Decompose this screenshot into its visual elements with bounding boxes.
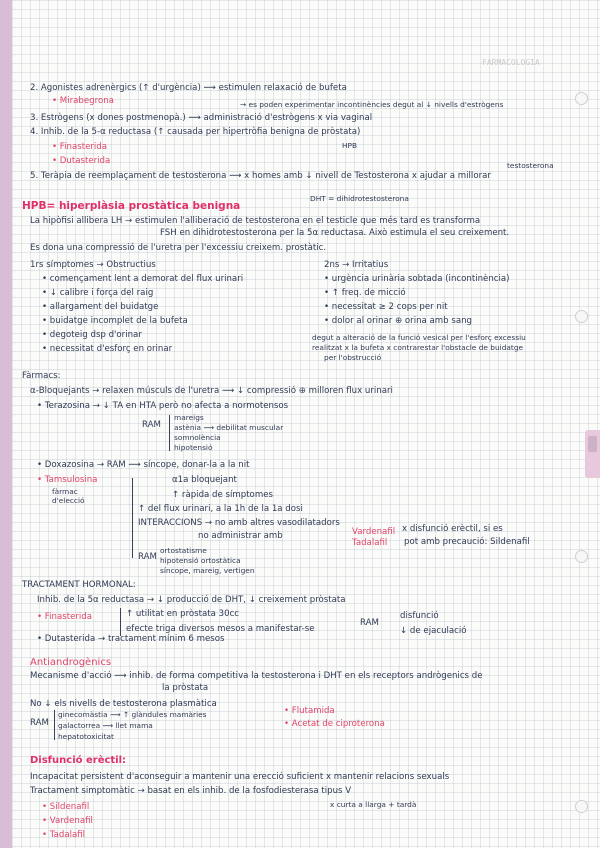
drug-name: • Mirabegrona [52, 96, 114, 106]
list-item: • necessitat ≥ 2 cops per nit [324, 302, 448, 312]
note-line: Incapacitat persistent d'aconseguir a mantenir una erecció suficient x mantenir relacions sexuals [30, 772, 450, 782]
list-item: • buidatge incomplet de la bufeta [42, 316, 188, 326]
drug-name: • Acetat de ciproterona [284, 719, 385, 729]
drug-name: • Dutasterida [52, 156, 111, 166]
brace [132, 478, 133, 558]
drug-note: d'elecció [52, 496, 85, 505]
drug-note: ↑ ràpida de símptomes [172, 490, 273, 500]
drug-entry: • Terazosina → ↓ TA en HTA però no afecta a normotensos [37, 401, 289, 411]
drug-entry: • Doxazosina → RAM ⟿ síncope, donar-la a la nit [37, 460, 250, 470]
ram-label: RAM [30, 718, 49, 728]
drug-note: efecte triga diversos mesos a manifestar-se [126, 624, 315, 634]
note-line: per l'obstrucció [324, 353, 382, 362]
drug-name: • Vardenafil [42, 816, 93, 826]
note-abbrev: HPB [342, 141, 358, 150]
ram-label: RAM [138, 552, 157, 562]
drug-note: ↑ utilitat en pròstata 30cc [126, 609, 240, 619]
drug-note: α1a bloquejant [172, 475, 237, 485]
brace [169, 415, 170, 451]
page-header-label: FARMACOLOGIA [482, 58, 540, 67]
note-line: La hipòfisi allibera LH → estimulen l'alliberació de testosterona en el testicle que més tard es transforma [30, 216, 481, 226]
note-line: 2. Agonistes adrenèrgics (↑ d'urgència) ⟿ estimulen relaxació de bufeta [30, 83, 347, 93]
side-effect: hepatotoxicitat [58, 732, 114, 741]
note-line: Tractament simptomàtic → basat en els inhib. de la fosfodiesterasa tipus V [30, 786, 352, 796]
section-title: Disfunció erèctil: [30, 755, 127, 766]
note-line: Es dona una compressió de l'uretra per l'excessiu creixem. prostàtic. [30, 243, 327, 253]
note-line: 4. Inhib. de la 5-α reductasa (↑ causada per hipertròfia benigna de pròstata) [30, 127, 361, 137]
list-item: • allargament del buidatge [42, 302, 159, 312]
list-item: • ↑ freq. de micció [324, 288, 406, 298]
note-line: testosterona [507, 161, 554, 170]
note-line: 3. Estrògens (x dones postmenopà.) ⟿ administració d'estrògens x via vaginal [30, 113, 373, 123]
drug-entry: • Dutasterida → tractament mínim 6 mesos [37, 634, 225, 644]
list-item: • ↓ calibre i força del raig [42, 288, 154, 298]
punch-hole [575, 800, 588, 813]
side-effect: hipotensió [174, 443, 213, 452]
drug-note: ↑ del flux urinari, a la 1h de la 1a dosi [138, 504, 303, 514]
list-item: • començament lent a demorat del flux urinari [42, 274, 244, 284]
note-line: Inhib. de la 5α reductasa → ↓ producció de DHT, ↓ creixement pròstata [37, 595, 346, 605]
side-effect: síncope, mareig, vertigen [160, 566, 255, 575]
list-item: • degoteig dsp d'orinar [42, 330, 142, 340]
subheading: 1rs símptomes → Obstructius [30, 260, 156, 270]
binder-margin [0, 0, 12, 848]
drug-name: • Flutamida [284, 706, 335, 716]
drug-note: x disfunció erèctil, si es [402, 524, 503, 534]
note-line: α-Bloquejants → relaxen músculs de l'uretra ⟿ ↓ compressió ⊕ milloren flux urinari [30, 386, 393, 396]
side-effect: ortostatisme [160, 546, 207, 555]
note-line: 5. Teràpia de reemplaçament de testosterona ⟿ x homes amb ↓ nivell de Testosterona x ajudar a millorar [30, 171, 491, 181]
page-index-tab [585, 430, 600, 478]
side-effect: ginecomàstia ⟿ ↑ glàndules mamàries [58, 710, 207, 719]
side-effect: astènia ⟿ debilitat muscular [174, 423, 284, 432]
drug-note: fàrmac [52, 487, 78, 496]
side-effect: disfunció [400, 611, 439, 621]
notebook-page [12, 0, 600, 848]
drug-name: Vardenafil [352, 527, 396, 537]
side-effect: galactorrea ⟿ llet mama [58, 721, 153, 730]
drug-note: INTERACCIONS → no amb altres vasodilatadors [138, 518, 340, 528]
subheading: TRACTAMENT HORMONAL: [22, 580, 136, 590]
punch-hole [575, 310, 588, 323]
side-effect: somnolència [174, 433, 221, 442]
section-title: Antiandrogènics [30, 657, 112, 668]
note-line: Mecanisme d'acció ⟿ inhib. de forma competitiva la testosterona i DHT en els receptors andrògenics de [30, 671, 483, 681]
drug-name: Tadalafil [352, 538, 388, 548]
brace [54, 710, 55, 740]
section-title: HPB= hiperplàsia prostàtica benigna [22, 200, 241, 212]
drug-name: • Tamsulosina [37, 475, 98, 485]
drug-note: x curta a llarga + tardà [330, 800, 417, 809]
ram-label: RAM [360, 618, 379, 628]
note-line: No ↓ els nivells de testosterona plasmàtica [30, 699, 217, 709]
note-definition: DHT = dihidrotestosterona [310, 194, 409, 203]
drug-note: no administrar amb [198, 531, 283, 541]
ram-label: RAM [142, 420, 161, 430]
drug-name: • Finasterida [52, 142, 107, 152]
drug-name: • Sildenafil [42, 802, 90, 812]
side-effect: ↓ de ejaculació [400, 626, 467, 636]
side-effect: mareigs [174, 413, 204, 422]
side-effect: hipotensió ortostàtica [160, 556, 241, 565]
list-item: • dolor al orinar ⊕ orina amb sang [324, 316, 472, 326]
note-line: la pròstata [162, 683, 209, 693]
drug-name: • Tadalafil [42, 830, 86, 840]
drug-note: pot amb precaució: Sildenafil [404, 537, 530, 547]
drug-name: • Finasterida [37, 612, 92, 622]
note-line: realitzat x la bufeta x contrarestar l'obstacle de buidatge [312, 343, 524, 352]
note-line: FSH en dihidrotestosterona per la 5α reductasa. Això estimula el seu creixement. [160, 228, 510, 238]
brace [120, 608, 121, 636]
subheading: 2ns → Irritatius [324, 260, 389, 270]
note-line: → es poden experimentar incontinències degut al ↓ nivells d'estrògens [240, 100, 504, 109]
punch-hole [575, 550, 588, 563]
list-item: • urgència urinària sobtada (incontinència) [324, 274, 510, 284]
subheading: Fàrmacs: [22, 371, 61, 381]
list-item: • necessitat d'esforç en orinar [42, 344, 173, 354]
punch-hole [575, 92, 588, 105]
note-line: degut a alteració de la funció vesical per l'esforç excessiu [312, 333, 526, 342]
